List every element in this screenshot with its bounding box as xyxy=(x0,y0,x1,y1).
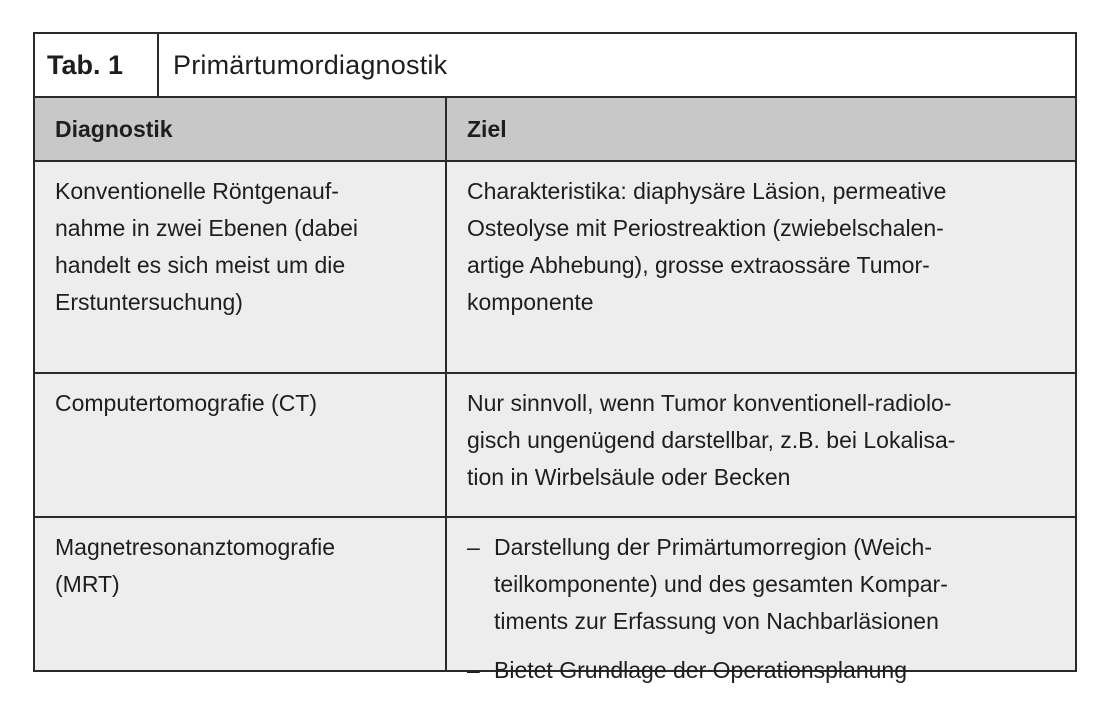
cell-text-line: artige Abhebung), grosse extraossäre Tumor- xyxy=(467,252,930,278)
table-row xyxy=(35,374,1075,518)
cell-text-line: Darstellung der Primärtumorregion (Weich- xyxy=(494,534,932,560)
cell-text-line: Erstuntersuchung) xyxy=(55,289,243,315)
bullet-item xyxy=(467,652,1061,689)
header-ziel: Ziel xyxy=(467,116,507,142)
table-number: Tab. 1 xyxy=(35,34,159,96)
header-diagnostik: Diagnostik xyxy=(35,98,447,160)
table-header-row xyxy=(35,98,1075,162)
cell-diagnostik xyxy=(35,518,447,670)
cell-text-line: Nur sinnvoll, wenn Tumor konventionell-radiolo- xyxy=(467,390,952,416)
dash-bullet: – xyxy=(467,657,480,683)
cell-text-line: teilkomponente) und des gesamten Kompar- xyxy=(494,571,948,597)
table-row xyxy=(35,162,1075,374)
cell-text-line: Magnetresonanztomografie xyxy=(55,534,335,560)
cell-ziel xyxy=(447,162,1075,372)
cell-diagnostik xyxy=(35,374,447,516)
bullet-item xyxy=(467,529,1061,640)
cell-text-line: gisch ungenügend darstellbar, z.B. bei Lokalisa- xyxy=(467,427,956,453)
cell-text-line: timents zur Erfassung von Nachbarläsionen xyxy=(494,608,939,634)
cell-text-line: tion in Wirbelsäule oder Becken xyxy=(467,464,791,490)
cell-text-line: Osteolyse mit Periostreaktion (zwiebelschalen- xyxy=(467,215,944,241)
table-title-bar xyxy=(35,34,1075,98)
cell-diagnostik xyxy=(35,162,447,372)
bullet-list xyxy=(467,529,1061,689)
cell-text-line: nahme in zwei Ebenen (dabei xyxy=(55,215,359,241)
cell-text-line: Charakteristika: diaphysäre Läsion, permeative xyxy=(467,178,947,204)
cell-text-line: (MRT) xyxy=(55,571,120,597)
dash-bullet: – xyxy=(467,534,480,560)
cell-ziel xyxy=(447,518,1075,683)
cell-text-line: Konventionelle Röntgenauf- xyxy=(55,178,339,204)
table-row xyxy=(35,518,1075,683)
cell-text-line: Computertomografie (CT) xyxy=(55,390,318,416)
cell-text-line: komponente xyxy=(467,289,594,315)
cell-text-line: Bietet Grundlage der Operationsplanung xyxy=(494,657,908,683)
cell-text-line: handelt es sich meist um die xyxy=(55,252,346,278)
cell-ziel xyxy=(447,374,1075,516)
table-title: Primärtumordiagnostik xyxy=(173,50,448,80)
table xyxy=(33,32,1077,683)
